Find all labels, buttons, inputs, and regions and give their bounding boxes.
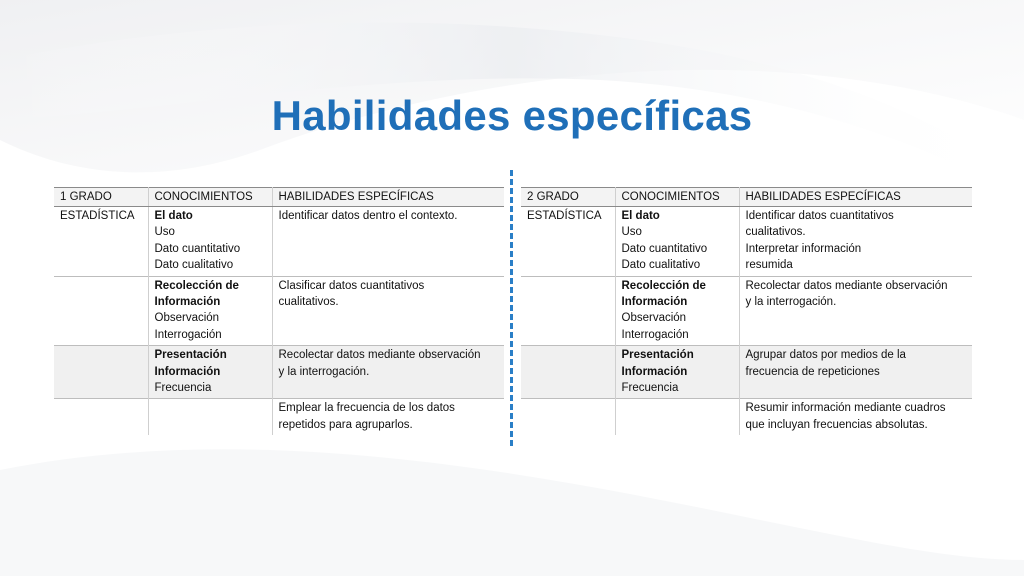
habilidad-cell (739, 399, 972, 435)
table-row (521, 399, 972, 435)
section-divider (510, 170, 513, 446)
area-cell (521, 207, 615, 277)
skill-text: frecuencia de repeticiones (745, 365, 880, 378)
area-cell (521, 346, 615, 399)
topic-label: El dato (621, 210, 660, 222)
header-habilidades: HABILIDADES ESPECÍFICAS (272, 188, 504, 207)
skill-text: y la interrogación. (745, 296, 837, 309)
skill-text: Resumir información mediante cuadros (745, 402, 946, 415)
topic-label: Información (621, 296, 688, 309)
conocimiento-cell (615, 399, 739, 435)
area-cell (54, 276, 148, 346)
table-row (521, 276, 972, 346)
topic-label: Información (154, 365, 221, 378)
header-conocimientos: CONOCIMIENTOS (615, 188, 739, 207)
header-habilidades: HABILIDADES ESPECÍFICAS (739, 188, 972, 207)
skill-text: que incluyan frecuencias absolutas. (745, 418, 928, 431)
skill-text: Agrupar datos por medios de la (745, 349, 906, 362)
skill-text: cualitativos. (745, 226, 806, 239)
topic-label: El dato (154, 210, 193, 222)
detail-text: Interrogación (621, 328, 689, 341)
area-cell (54, 346, 148, 399)
conocimiento-cell (148, 276, 272, 346)
area-cell (54, 207, 148, 277)
slide-title: Habilidades específicas (271, 92, 753, 139)
conocimiento-cell (148, 207, 272, 277)
area-cell (521, 276, 615, 346)
table-header-row (54, 188, 504, 207)
topic-label: Información (154, 296, 221, 309)
header-conocimientos: CONOCIMIENTOS (148, 188, 272, 207)
detail-text: Frecuencia (154, 382, 212, 395)
conocimiento-cell (615, 207, 739, 277)
skill-text: repetidos para agruparlos. (278, 418, 413, 431)
topic-label: Presentación (154, 349, 227, 362)
table-row (54, 207, 504, 277)
table-header-row (521, 188, 972, 207)
topic-label: Información (621, 365, 688, 378)
habilidad-cell (272, 276, 504, 346)
table-grado-1 (54, 187, 504, 435)
table-row (54, 346, 504, 399)
topic-label: Recolección de (154, 279, 239, 292)
detail-text: Dato cuantitativo (621, 242, 708, 255)
skill-text: Emplear la frecuencia de los datos (278, 402, 455, 415)
detail-text: Dato cualitativo (154, 259, 234, 272)
table-grado-2 (521, 187, 972, 435)
topic-label: Recolección de (621, 279, 706, 292)
habilidad-cell (272, 207, 504, 277)
skill-text: y la interrogación. (278, 365, 370, 378)
detail-text: Uso (621, 226, 642, 239)
area-cell (521, 399, 615, 435)
conocimiento-cell (615, 346, 739, 399)
detail-text: Uso (154, 226, 175, 239)
skill-text: Identificar datos dentro el contexto. (278, 210, 458, 222)
table-row (521, 346, 972, 399)
conocimiento-cell (148, 346, 272, 399)
skill-text: Clasificar datos cuantitativos (278, 279, 425, 292)
detail-text: Interrogación (154, 328, 222, 341)
detail-text: Observación (154, 312, 220, 325)
skill-text: Interpretar información (745, 242, 862, 255)
table-row (54, 276, 504, 346)
table-row (54, 399, 504, 435)
area-label: ESTADÍSTICA (527, 210, 602, 222)
header-grado: 1 GRADO (54, 188, 148, 207)
habilidad-cell (739, 207, 972, 277)
area-label: ESTADÍSTICA (60, 210, 135, 222)
table-row (521, 207, 972, 277)
habilidad-cell (272, 346, 504, 399)
topic-label: Presentación (621, 349, 694, 362)
detail-text: Dato cualitativo (621, 259, 701, 272)
skill-text: Recolectar datos mediante observación (278, 349, 481, 362)
skill-text: Identificar datos cuantitativos (745, 210, 894, 222)
habilidad-cell (739, 276, 972, 346)
conocimiento-cell (148, 399, 272, 435)
detail-text: Dato cuantitativo (154, 242, 241, 255)
habilidad-cell (272, 399, 504, 435)
skill-text: Recolectar datos mediante observación (745, 279, 948, 292)
header-grado: 2 GRADO (521, 188, 615, 207)
detail-text: Observación (621, 312, 687, 325)
detail-text: Frecuencia (621, 382, 679, 395)
area-cell (54, 399, 148, 435)
habilidad-cell (739, 346, 972, 399)
conocimiento-cell (615, 276, 739, 346)
skill-text: cualitativos. (278, 296, 339, 309)
skill-text: resumida (745, 259, 793, 272)
